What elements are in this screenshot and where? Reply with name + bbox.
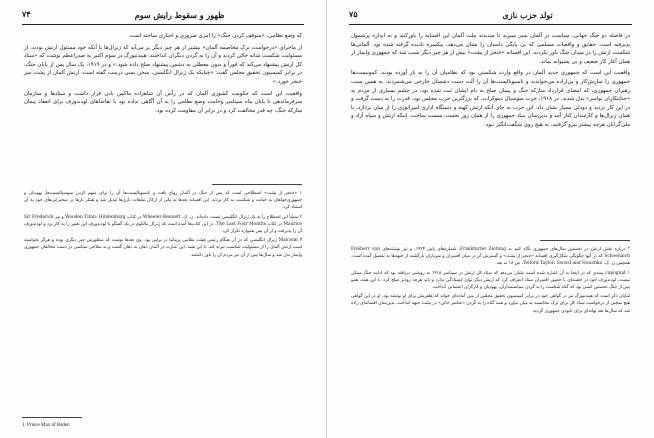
left-footnote-separator xyxy=(212,184,302,185)
right-page xyxy=(327,0,654,438)
left-running-head xyxy=(22,10,304,22)
left-footnotes xyxy=(24,190,302,412)
right-footnote-3: شایان ذکر است که هیندنبورگ نیز در گواهی خود در برابر کمیسیون تحقیق مجلس از متن آماده‌ای خواند که هلفریش برای او نوشته بود. او در این گواهی هیچ سخنی از درخواست ستاد کل برای ترک مخاصمه به میان نیاورد و همه گناه را به گردن «عناصر خائن» در پشت جبهه انداخت. بدین‌سان افسانه‌ای زاده شد که سال‌ها بعد بهانه‌ای برای نابودی جمهوری گردید. xyxy=(351,294,630,314)
left-footer-separator xyxy=(22,417,82,418)
right-footnote-2: ۱ capognat سندی که در اینجا به آن اشاره شده است نشان می‌دهد که ستاد کل ارتش در سپتامبر ۱۹۱۸ به روشنی دریافته بود که ادامه جنگ ممکن نیست. لودندورف خود در جلسه‌ای با حضور افسران ستاد اعتراف کرد که ارتش دیگر توان ایستادگی ندارد و باید هرچه زودتر صلح کرد. با این همه، همو پس از جنگ نخستین کسی بود که گناه شکست را به گردن سیاستمداران، یهودیان و کارگران اعتصابی انداخت. xyxy=(351,270,630,291)
right-paragraph-1: در فاصله دو جنگ جهانی، سیاست در آلمان بسر میبرید تا میدیدند ملت آلمان این افسانه را باورکنند و به اندازه پرشمول پذیرفته است. حقایق و واقعیات مسلمی که بی پایگی داستان را نشان می‌دهد، بیکسره نادیده گرفته شده بود. آلمانی‌ها شکست ارتش را در میدان جنگ باور نکردند. این افسانه «خنجر از پشت» بیش از هر چیز دیگر سبب شد که جمهوری وایمار از همان آغاز کار ضعیف و بی پشتوانه بماند. xyxy=(351,33,630,65)
right-paragraph-2: واقعیت این است که جمهوری جدید آلمان در واقع وارث شکستی بود که نظامیان آن را به بار آورده بودند. کمونیست‌ها جمهوری را سازش‌کار و بی‌اراده می‌خواندند و ناسیونالیست‌ها آن را آلت دست دشمنان خارجی می‌شمردند. به همین سبب رهبران جمهوری، که امضای قرارداد متارکه جنگ و پیمان صلح به نام ایشان ثبت شده بود، در چشم بسیاری از مردم به «جنایتکاران نوامبر» بدل شدند. در ۱۹۱۸، حزب سوسیال دموکرات، که بزرگترین حزب مجلس بود، قدرت را به دست گرفت و در این کار تردید و دودلی بسیار نشان داد. این حزب به جای آنکه ارتش کهنه و دستگاه اداری امپراتوری را از میان بردارد، با همان ژنرال‌ها و کارمندان کنار آمد و بدین‌سان بنیاد جمهوری را از همان روز نخست سست ساخت. اینکه ارتش و سپاه آزاد و ملی‌گرایان هرچه بیشتر نیرو گرفتند، به هیچ روی شگفت‌انگیز نبود. xyxy=(351,70,630,128)
left-paragraph-1: که وضع نظامی، «متوقف کردن جنگ» را امری ضروری و اجباری ساخته است. xyxy=(128,33,302,39)
left-footnote-2: ۲ منشأ این اصطلاح را به یک ژنرال انگلیسی نسبت داده‌اند. ن. ک. Wheeler-Bennett در کتاب Wooden Titan: Hindenburg و نیز Sir Frederick Maurice در کتاب The Last Four Months. در این کتاب‌ها آمده است که ژنرال مالکوم در یک گفتگو با لودندورف این تعبیر را به کار برد و لودندورف آن را پذیرفت و از آن پس همواره تکرار کرد. xyxy=(24,214,303,235)
right-footnote-1: * درباره نقش ارتش در نخستین سال‌های جمهوری نگاه کنید به Frankfurter Zeitung، شماره‌های پاییز ۱۹۲۴، و نیز نوشته‌های Freiherr von Schoenaich که در آنها چگونگی شکل‌گیری افسانه «خنجر از پشت» و گسترش آن در میان افسران و سربازان بازگشته از جبهه‌ها به تفصیل آمده است. همچنین ن. ک. Telford Taylor، Sword and Swastika، ص ۱۸ به بعد. xyxy=(351,247,631,267)
left-running-title: ظهور و سقوط رایش سوم xyxy=(134,10,225,20)
left-footnote-1: ۱ «خنجر از پشت» اصطلاحی است که پس از جنگ در آلمان رواج یافت و ناسیونالیست‌ها آن را برای متهم کردن سوسیالیست‌ها، یهودیان و جمهوری‌خواهان به خیانت و شکست به کار بردند. این افسانه بعدها به یکی از ارکان تبلیغات نازی‌ها تبدیل شد و هیتلر بارها در سخنرانی‌های خود به آن استناد کرد. xyxy=(24,191,302,211)
left-body-text xyxy=(24,32,302,180)
left-paragraph-3: واقعیت این است که حکومت کشوری آلمان که در رأس آن شاهزاده ماکس بادن قرار داشت و ستادها و سازمان سرفرماندهی تا پایان ماه سپتامبر وخامت وضع نظامی را به آن آگاهی نداده بود با تقاضاهای لودندورف برای انعقاد پیمان متارکه جنگ، چه قدر مخالفت کرد و در برابر آن مقاومت کرده بود. xyxy=(24,90,302,114)
right-footnotes xyxy=(351,246,630,426)
right-page-number: ۷۵ xyxy=(349,10,358,19)
right-footnote-separator xyxy=(540,240,630,241)
left-footnote-3: ۳ Malcolm ژنرال انگلیسی که در آن هنگام رئیس هیئت نظامی بریتانیا در برلین بود. وی بعدها نوشت که منظورش چیز دیگری بوده و هرگز نخواسته است ارتش آلمان را از مسئولیت شکست تبرئه کند. با این همه، این عبارت در آلمان دهان به دهان گشت و به سلاحی سیاسی در دست مخالفان جمهوری وایمار بدل شد و سال‌ها پس از آن نیز مردم آن را باور داشتند. xyxy=(24,238,302,258)
right-running-title: تولد حزب نازی xyxy=(502,10,553,20)
left-header-rule xyxy=(22,24,304,25)
left-page-number: ۷۴ xyxy=(22,10,31,19)
left-paragraph-2: از ماجرای «درخواست ترک مخاصمه آلمان» بیشتر از هر چیز دیگر بر می‌آید که ژنرال‌ها با آنکه خود مسئول ارتش بودند، از مسئولیت شکست شانه خالی کردند و آن را به گردن دیگران انداختند. هیندنبورگ در سوم اکتبر به صدراعظم نوشت که «ستاد کل ارتش پیشنهاد می‌کند که فوراً و بدون معطلی به دشمن پیشنهاد صلح داده شود.» و در ۱۹۱۹، یک سال پس از پایان جنگ، در برابر کمیسیون تحقیق مجلس گفت: «چنانکه یک ژنرال انگلیسی، سخن بسی درست گفته است، ارتش آلمان از پشت سر خنجر خورد.» xyxy=(24,44,302,85)
left-footer-latin-note: 1. Prince Max of Baden xyxy=(22,423,70,428)
right-header-rule xyxy=(349,24,632,25)
right-body-text xyxy=(351,32,630,212)
right-running-head xyxy=(349,10,632,22)
